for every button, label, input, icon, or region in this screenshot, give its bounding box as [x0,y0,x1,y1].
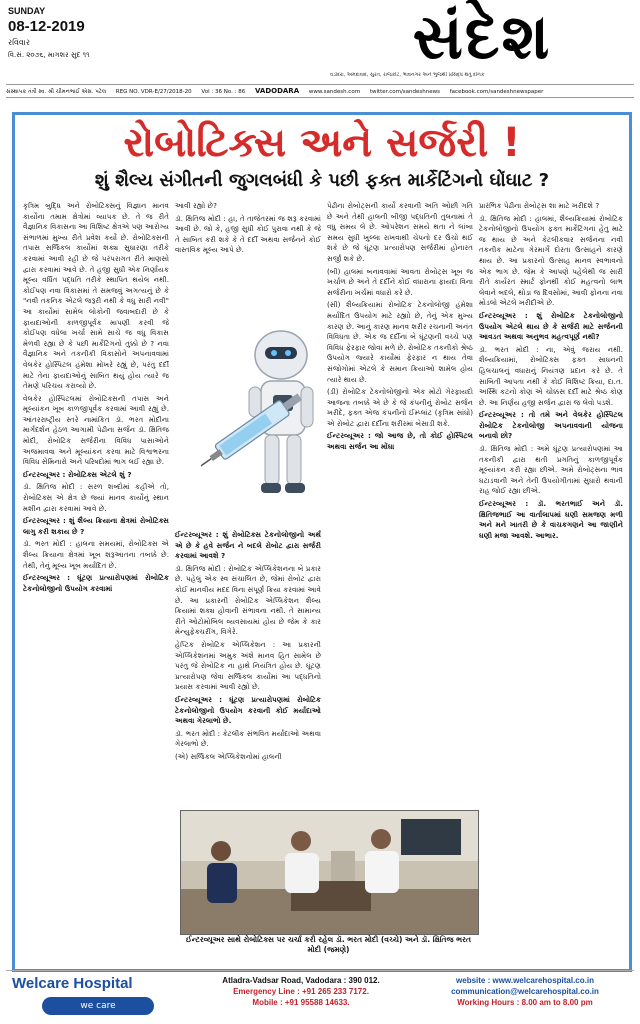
article-subheadline: શું શૈલ્ય સંગીતની જુગલબંધી કે પછી ફક્ત માર્કેટિંગનો ઘોંઘાટ ? [94,170,550,191]
hospital-website[interactable]: website : www.welcarehospital.co.in [456,976,594,985]
col2-question: ઈન્ટરવ્યૂઅર : શું રોબોટિક્સ ટેકનોલોજીનો અર્થ એ છે કે હવે સર્જન ને બદલે રોબોટ દ્વારા સર્જરી કરવામાં આવશે ? [175,530,321,561]
col3-para: (સી) શૈલ્યક્રિયામાં રોબોટિક ટેકનોલોજી હંમેશા મર્યાદિત ઉપયોગ માટે રહ્યાો છે, તેનું એક મુખ્ય કારણ છે. આનું કારણ માનવ શરીર રચનાની અનંત વિવિધતા છે. એક જ દર્દીના બે ઘૂંટણની વચ્ચે પણ વિવિધ ફેરફાર જોવા મળે છે. રોબોટિક તકનીકો શ્રેષ્ઠ ઉપયોગ જ્યારે કાર્યોમાં ફેરફાર ન થાય તેવા સંજોગોમાં એટલે કે સમાન ક્રિયાઓ શામેલ હોય ત્યારે થાય છે. [327,300,473,384]
col2-answer: (એ) સર્જિકલ એપ્લિકેશનોમાં હાલની [175,751,282,761]
col4-answer: ડૉ. ક્ષિતિજ મોદી : અમે ઘૂંટણ પ્રત્યારોપણમાં આ તકનીકી દ્વારા થતી પ્રગતિનું કાળજીપૂર્વક મૂલ્યાંકન કરી રહ્યા છીએ. અમે રોબોટ્સના ભાવ ઘટાડવાની અને તેની ઉપયોગીતામાં સુધારો થવાની રાહ જોઈ રહ્યા છીએ. [479,444,623,496]
emergency-line: Emergency Line : +91 265 233 7172. [233,987,369,996]
col1-question: ઈન્ટરવ્યૂઅર : ઘૂંટણ પ્રત્યારોપણમાં રોબોટિક ટેકનોલોજીનો ઉપયોગ કરવામાં [23,573,169,593]
col4-para: પ્રારંભિક પેઢીના રોબોટ્સ શા માટે ખરીદશે ? [479,201,600,210]
photo-caption: ઈન્ટરવ્યૂઅર સાથે રોબોટિક્સ પર ચર્ચા કરી રહેલ ડૉ. ભરત મોદી (વચ્ચે) અને ડૉ. ક્ષિતિજ ભરત મોદી (જમણે) [185,935,472,954]
twitter-link[interactable]: twitter.com/sandeshnews [369,89,440,95]
tagline: વડોદરા, અમદાવાદ, સુરત, રાજકોટ, ભાવનગર અને ભુજથી પ્રસિદ્ધ થતું દૈનિક [330,72,485,78]
mobile-number: Mobile : +91 95588 14633. [252,998,350,1007]
col1-para: કૃત્રિમ બુદ્ધિ અને રોબોટિક્સનું વિજ્ઞાન માનવ કાર્યોના તમામ ક્ષેત્રોમાં વ્યાપક છે. તે જ રીતે વૈજ્ઞાનિક વિકાસના આ વિશિષ્ટ ક્ષેત્રએ પણ આરોગ્ય સંભાળમાં મુખ્ય રીતે પ્રવેશ કર્યો છે. રોબોટિક્સની તપાસ સર્જિકલ કાર્યોમાં શક્ય સુધારણા તરીકે કરવામાં આવી રહી છે જે પરંપરાગત રીતે માણસો દ્વારા કરવામાં આવે છે. તે હજી સુધી એક નિર્ણાયક મૂલ્ય વર્ધિત પદ્ધતિ તરીકે સ્થાપિત થયેલ નથી. કોઈપણ નવા વિકાસમાં તે સમજવું અગત્યનું છે કે "નવી તકનિક એટલે જરૂરી નથી કે વધુ સારી નવી" આ કાર્યોમાં સામેલ લોકોની જવાબદારી છે કે ફાયદાઓની કાળજીપૂર્વક માપણી કરવી જે કોઈપણ વધેલા ખર્ચા સામે સાચે જ વધુ વિકાસ મેળવી રહ્યા છે કે પછી માર્કેટિંગનો તુક્કો છે ? નવા વૈજ્ઞાનિક અને તકનીકી વિકાસોને અપનાવવામાં વેલકેર હોસ્પિટલ હંમેશા મોખરે રહ્યું છે, પરંતુ દર્દી માટે તેના ફાયદાઓનું સાબિત થયું હોય ત્યારે જ તેમણે પરિચય કરાવ્યો છે. [23,201,169,391]
col3-question: ઈન્ટરવ્યૂઅર : જો આજ છે, તો કોઈ હોસ્પિટલ અથવા સર્જન આ મોંઘા [327,431,473,452]
col2-answer: ડૉ. ક્ષિતિજ મોદી : હા, તે તાજેતરમાં જ શરૂ કરવામાં આવી છે. જો કે, હજી સુધી કોઈ પુરાવા નથી કે જે તે સાબિત કરી શકે કે તે દર્દી અથવા સર્જનને કોઈ વાસ્તવિક મૂલ્ય આપે છે. [175,213,321,255]
hospital-address-block [186,975,416,1008]
col4-question: ઈન્ટરવ્યૂઅર : શું રોબોટિક ટેકનોલોજીનો ઉપયોગ એટલે થાય છે કે સર્જરી માટે સર્જનની આવડત અથવા અનુભવ મહત્વપૂર્ણ નથી? [479,310,623,342]
robot-syringe-illustration [201,295,347,525]
column-3 [327,201,473,806]
hospital-email[interactable]: communication@welcarehospital.co.in [451,987,599,996]
col1-para: વેલકેર હોસ્પિટલમાં રોબોટિક્સની તપાસ અને મૂલ્યાંકન ખૂબ કાળજીપૂર્વક કરવામાં આવી રહ્યું છે. આંતરરાષ્ટ્રીય સ્તરે નામાંકિત ડૉ. ભરત મોદીના માર્ગદર્શન હેઠળ આગામી પેઢીના સર્જન ડૉ. ક્ષિતિજ મોદી, રોબોટિક સર્જરીના વિવિધ પાસાઓને અજમાવવા અને મૂલ્યાંકન કરવા માટે વિશ્વભરના વિવિધ સેમિનારો અને પરિષદોમાં ભાગ લઈ રહ્યા છે. [23,393,169,467]
col2-answer: હેપ્ટિક રોબોટિક એપ્લિકેશન : આ પ્રકારની એપ્લિકેશનમાં અમુક અંશે માનવ હિત સામેલ છે પરંતુ જે રોબોટિક ના હાથે નિયંત્રિત હોય છે. ઘૂંટણ પ્રત્યારોપણ જેવા સર્જિકલ કાર્યોમાં આ પદ્ધતિનો પ્રયાસ કરવામાં આવી રહ્યો છે. [175,639,321,692]
volume: Vol : 36 No. : 86 [201,89,246,95]
hospital-ad-footer [6,970,634,1021]
facebook-link[interactable]: facebook.com/sandeshnewspaper [449,89,544,95]
date: 08-12-2019 [8,18,85,35]
founder: સંસ્થાપક તંત્રી સ્વ. શ્રી ચીમનભાઈ એસ. પટેલ [6,89,107,95]
col3-para: પેઢીના રોબોટ્સની કાર્યો કરવાની અતિ ઓછી ગતિ છે અને તેથી હાલની બીજી પદ્ધતિની તુલનામાં તે વધુ સમય લે છે. ઓપરેશન સમયે થતા ને લાંબા સમય સુધી ખુલ્લા રાખવાથી ચેપનો દર ઉંચો થઈ શકે છે જે ઘૂંટણ પ્રત્યારોપણ સર્જરીમાં હોનારત સર્જી શકે છે. [327,201,473,263]
column-4 [479,201,623,961]
col1-answer: ડૉ. ક્ષિતિજ મોદી : સરળ શબ્દોમાં કહીએ તો, રોબોટિક્સ એ ક્ષેત્ર છે જ્યાં માનવ કાર્યોનું સ્થાન મશીન દ્વારા કરવામાં આવે છે. [23,482,169,513]
vikram-samvat: વિ.સં. ૨૦૭૬, માગશર સુદ ૧૧ [8,51,90,59]
hospital-tagline: we care [42,997,154,1015]
masthead [0,0,640,92]
hospital-address: Atladra-Vadsar Road, Vadodara : 390 012. [222,976,380,985]
col2-question: ઈન્ટરવ્યૂઅર : ઘૂંટણ પ્રત્યારોપણમાં રોબોટિક ટેકનોલોજીનો ઉપયોગ કરવાની કોઈ મર્યાદાઓ અથવા ગેરલાભો છે. [175,694,321,726]
col3-para: (ડી) રોબોટિક ટેકનોલોજીનો એક મોટો ગેરફાયદો આજના તબક્કે એ છે કે જે કંપનીનું રોબોટ સર્જન ખરીદે, ફક્ત એજ કંપનીનો ઈમ્પ્લાંટ (કૃત્રિમ સાંધો) એ રોબોટ દ્વારા દર્દીના શરીરમાં બેસાડી શકે. [327,387,473,428]
col3-para: (બી) હાલમાં બનાવવામાં આવતા રોબોટ્સ ખૂબ જ ખર્ચાળ છે અને તે દર્દીને કોઈ વધારાના ફાયદા વિના સર્જરીના ખર્ચમાં વધારો કરે છે. [327,266,473,297]
reg-no: REG NO. VDR-E/27/2018-20 [115,89,192,95]
col4-answer: ડૉ. ક્ષિતિજ મોદી : હાલમાં, શૈલ્યક્રિયામાં રોબોટિક ટેકનોલોજીનો ઉપયોગ ફક્ત માર્કેટિંગના હેતુ માટે જ થાય છે અને કેટલીકવાર સર્જનના નવી તકનીક માટેના ગેરમાર્ગે દોરતા ઉત્સાહને કારણે થાય છે. આ પ્રકારનો ઉત્સાહ માનવ સ્વભાવનો એક ભાગ છે. જેમ કે આપણે પહેલેથી જ સારી રીતે કાર્યરત સ્માર્ટ ફોનથી કોઈ મહત્વનો લાભ લેવાને બદલે, થોડા જ દિવસોમાં, આવી ફોનના નવા મોડલો એટલે ખરીદીએ છે. [479,213,623,308]
column-2-bottom [175,530,321,810]
col4-question: ઈન્ટરવ્યૂઅર : તો તમે અને વેલકેર હોસ્પિટલ રોબોટિક ટેકનોલોજી અપનાવવાની યોજના બનાવો છો? [479,410,623,441]
day: SUNDAY [8,6,46,16]
col4-closing: ઈન્ટરવ્યૂઅર : ડૉ. ભરતભાઈ અને ડૉ. ક્ષિતિજભાઈ આ વાર્તાલાપમાં ઘણી સમજણ મળી અને મને ખાતરી છે કે વાચકગણને આ જાણીને ઘણી મજા આવશે. આભાર. [479,499,623,540]
edition-city: VADODARA [254,87,300,95]
working-hours: Working Hours : 8.00 am to 8.00 pm [457,998,593,1007]
interview-photo [180,810,479,935]
date-block [8,6,148,60]
col2-answer: ડૉ. ક્ષિતિજ મોદી : રોબોટિક એપ્લિકેશનના બે પ્રકાર છે. પહેલું એક સ્વ સંચાલિત છે, જેમાં રોબોટ દ્વારા કોઈ માનવીય મદદ વિના સંપૂર્ણ ક્રિયા કરવામાં આવે છે. આ પ્રકારની રોબોટિક એપ્લિકેશન શૈલ્ય ક્રિયામાં શક્ય હોવાની સંભાવના નથી. તે સામાન્ય રીતે ઓટોમોબિલ વ્યવસાયમાં હોય છે જેમ કે કાર મેન્યુફેક્ચરીંગ, વિગેરે. [175,563,321,637]
article-frame [12,112,632,972]
info-bar [6,84,634,98]
col2-answer: ડૉ. ભરત મોદી : કેટલીક સંભવિત મર્યાદાઓ અથવા ગેરલાભો છે. [175,728,321,749]
day-gujarati: રવિવાર [8,38,31,47]
col1-question: ઈન્ટરવ્યૂઅર : રોબોટિક્સ એટલે શું ? [23,469,132,479]
hospital-contact-block [416,975,634,1008]
column-1 [23,201,169,961]
col4-answer: ડૉ. ભરત મોદી : ના, એવું જરાય નથી. શૈલ્યક્રિયામાં, રોબોટિક્સ ફક્ત સાધનની હિલચાલનું વધારાનું નિયંત્રણ પ્રદાન કરે છે. તે સાબિતી આપતા નથી કે કોઈ વિશિષ્ટ ક્રિયા, દા.ત. અસ્થિ કટનો કોણ એ ચોક્કસ દર્દી માટે શ્રેષ્ઠ કોણ છે. આ નિર્ણય હજી સર્જન દ્વારા જ લેવો પડશે. [479,344,623,407]
column-2-top [175,201,321,291]
col1-answer: ડૉ. ભરત મોદી : હાલના સમયમાં, રોબોટિક્સ એ શૈલ્ય ક્રિયાના ક્ષેત્રમાં ખૂબ શરૂઆતના તબક્કે છે. તેથી, તેનું મૂલ્ય ખૂબ મર્યાદિત છે. [23,539,169,570]
website-link[interactable]: www.sandesh.com [308,89,361,95]
article-headline: રોબોટિક્સ અને સર્જરી ! [123,120,521,166]
col1-question: ઈન્ટરવ્યૂઅર : શું શૈલ્ય ક્રિયાના ક્ષેત્રમાં રોબોટિક્સ લાગુ કરી શકાય છે ? [23,516,169,536]
sandesh-logo: સંદેશ [412,0,552,73]
col2-text: આવી રહ્યો છે? [175,201,217,210]
hospital-name: Welcare Hospital [12,975,133,992]
hospital-logo [6,971,184,1021]
